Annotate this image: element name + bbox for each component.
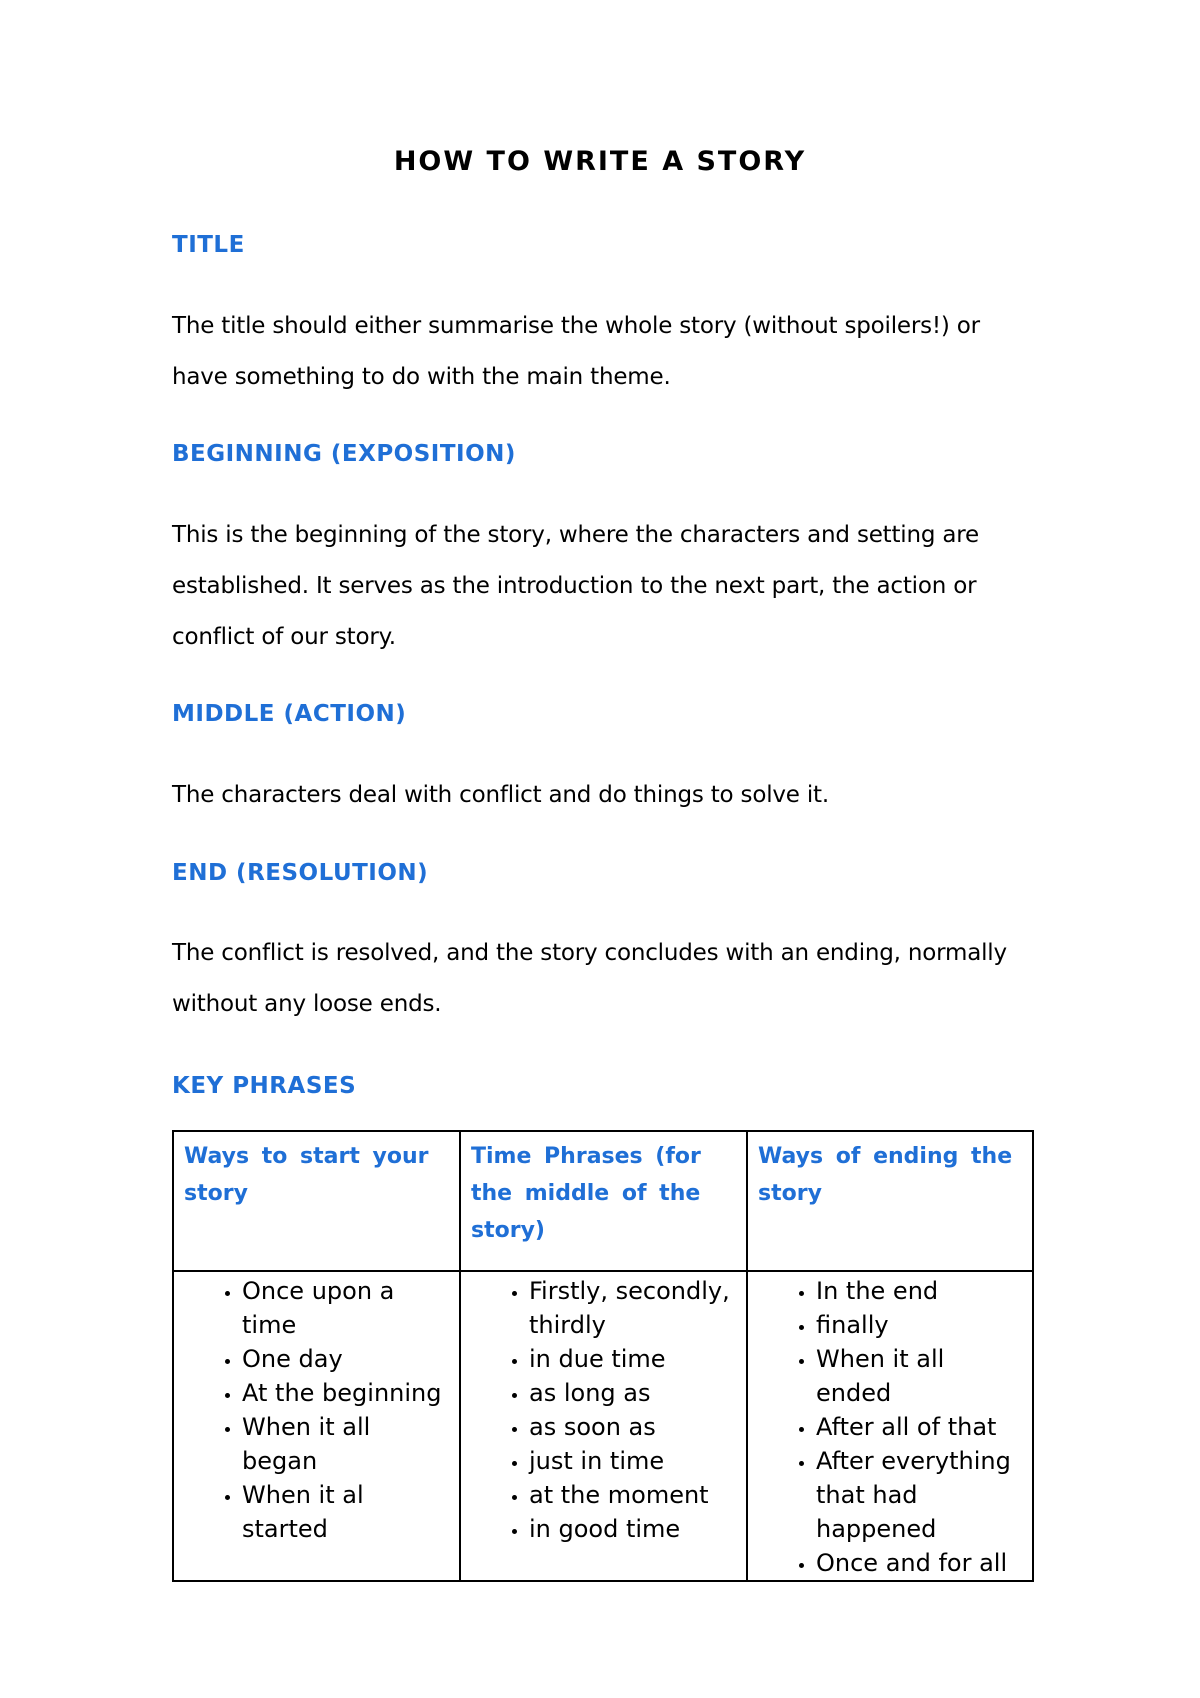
phrase-cell-start — [173, 1271, 460, 1581]
list-item: • At the beginning — [242, 1376, 451, 1410]
column-header-ending: Ways of ending the story — [747, 1131, 1033, 1271]
key-phrases-table — [172, 1130, 1034, 1582]
key-phrases-heading: KEY PHRASES — [172, 1073, 357, 1099]
document-title: HOW TO WRITE A STORY — [393, 146, 807, 177]
section-heading-middle: MIDDLE (ACTION) — [172, 701, 407, 727]
table-row — [173, 1271, 1033, 1581]
column-header-middle: Time Phrases (for the middle of the story) — [460, 1131, 747, 1271]
section-body-middle: The characters deal with conflict and do things to solve it. — [172, 782, 829, 808]
table-header-row — [173, 1131, 1033, 1271]
list-item: • Once upon a time — [242, 1274, 451, 1342]
list-item: • When it al started — [242, 1478, 451, 1546]
list-item: • in good time — [529, 1512, 738, 1546]
phrase-cell-ending — [747, 1271, 1033, 1581]
list-item: • After everything that had happened — [816, 1444, 1024, 1546]
list-item: • One day — [242, 1342, 451, 1376]
phrase-list-start — [174, 1274, 451, 1546]
list-item: • Firstly, secondly, thirdly — [529, 1274, 738, 1342]
list-item: • as long as — [529, 1376, 738, 1410]
list-item: • as soon as — [529, 1410, 738, 1444]
list-item: • Once and for all — [816, 1546, 1024, 1580]
list-item: • In the end — [816, 1274, 1024, 1308]
section-body-beginning: This is the beginning of the story, where the characters and setting are established. It serves as the introduction to the next part, the action or conflict of our story. — [172, 522, 979, 650]
phrase-list-middle — [461, 1274, 738, 1546]
list-item: • in due time — [529, 1342, 738, 1376]
list-item: • When it all began — [242, 1410, 451, 1478]
list-item: • finally — [816, 1308, 1024, 1342]
section-body-title: The title should either summarise the whole story (without spoilers!) or have something to do with the main theme. — [172, 313, 980, 390]
section-heading-title: TITLE — [172, 232, 245, 258]
list-item: • at the moment — [529, 1478, 738, 1512]
column-header-start: Ways to start your story — [173, 1131, 460, 1271]
section-body-end: The conflict is resolved, and the story concludes with an ending, normally without any loose ends. — [172, 940, 1007, 1017]
list-item: • After all of that — [816, 1410, 1024, 1444]
phrase-cell-middle — [460, 1271, 747, 1581]
list-item: • When it all ended — [816, 1342, 1024, 1410]
list-item: • just in time — [529, 1444, 738, 1478]
section-heading-beginning: BEGINNING (EXPOSITION) — [172, 441, 516, 467]
section-heading-end: END (RESOLUTION) — [172, 860, 429, 886]
phrase-list-ending — [748, 1274, 1024, 1580]
